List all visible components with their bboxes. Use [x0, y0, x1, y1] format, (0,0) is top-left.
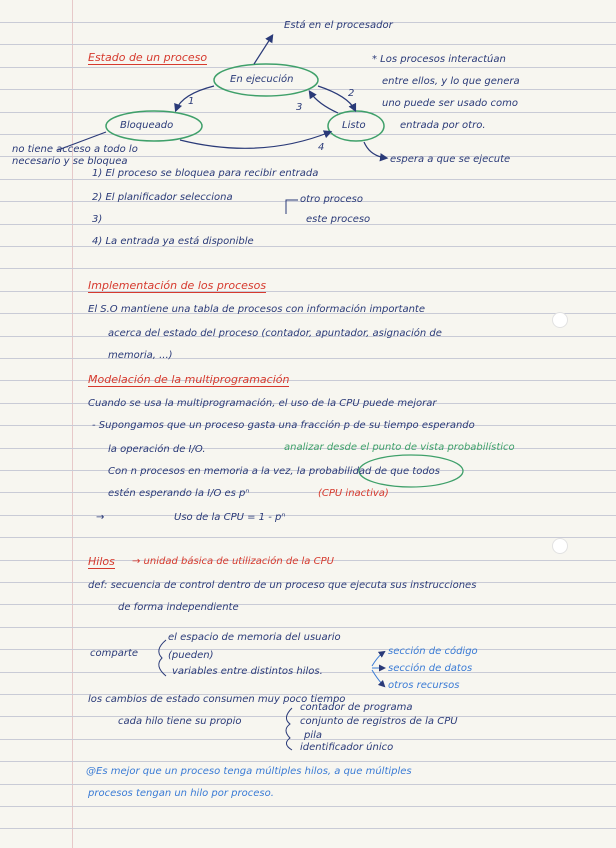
- impl-line1: El S.O mantiene una tabla de procesos con información importante: [88, 304, 426, 315]
- other-resources-label: otros recursos: [388, 680, 460, 691]
- arrow-4-label: 4: [318, 142, 325, 153]
- side-note-line3: uno puede ser usado como: [382, 98, 518, 109]
- multi-line5: estén esperando la I/O es pⁿ: [108, 488, 250, 499]
- own-item-3: pila: [304, 730, 323, 741]
- cpu-idle-note: (CPU inactiva): [318, 488, 389, 499]
- own-item-4: identificador único: [300, 742, 394, 753]
- multi-line1: Cuando se usa la multiprogramación, el uso de la CPU puede mejorar: [88, 398, 437, 409]
- transition-3-arrow: [310, 92, 338, 113]
- transition-3-text: 3): [92, 214, 103, 225]
- section-title-implementation: Implementación de los procesos: [88, 279, 267, 292]
- side-note-line1: * Los procesos interactúan: [372, 54, 506, 65]
- transition-1-arrow: [176, 86, 214, 110]
- section-title-threads: Hilos: [88, 555, 115, 568]
- shares-label: comparte: [90, 648, 139, 659]
- processor-note: Está en el procesador: [284, 20, 393, 31]
- shares-brace: [159, 640, 166, 676]
- shares-item-2: (pueden): [168, 650, 214, 661]
- cpu-usage-formula: Uso de la CPU = 1 - pⁿ: [174, 512, 286, 523]
- side-note-line4: entrada por otro.: [400, 120, 486, 131]
- state-blocked-label: Bloqueado: [120, 120, 174, 131]
- multi-line4: Con n procesos en memoria a la vez, la probabilidad de que todos: [108, 466, 440, 477]
- transition-4-text: 4) La entrada ya está disponible: [92, 236, 254, 247]
- own-item-1: contador de programa: [300, 702, 413, 713]
- own-brace: [286, 708, 292, 750]
- transition-2-option-a: otro proceso: [300, 194, 364, 205]
- data-section-label: sección de datos: [388, 663, 473, 674]
- other-resources-arrow: [372, 670, 384, 686]
- multi-line2: - Supongamos que un proceso gasta una fracción p de su tiempo esperando: [92, 420, 475, 431]
- ready-note: espera a que se ejecute: [390, 154, 511, 165]
- transition-2-text: 2) El planificador selecciona: [92, 192, 233, 203]
- conclusion-line2: procesos tengan un hilo por proceso.: [88, 788, 274, 799]
- own-item-2: conjunto de registros de la CPU: [300, 716, 458, 727]
- section-title-multiprogramming: Modelación de la multiprogramación: [88, 373, 290, 386]
- threads-def-line1: def: secuencia de control dentro de un proceso que ejecuta sus instrucciones: [88, 580, 477, 591]
- conclusion-line1: @Es mejor que un proceso tenga múltiples hilos, a que múltiples: [86, 766, 412, 777]
- state-change-line: los cambios de estado consumen muy poco tiempo: [88, 694, 346, 705]
- threads-def-line2: de forma independiente: [118, 602, 239, 613]
- formula-arrow: →: [96, 512, 105, 523]
- ready-note-arrow: [364, 142, 386, 158]
- multi-line3: la operación de I/O.: [108, 444, 206, 455]
- transition-1-text: 1) El proceso se bloquea para recibir entrada: [92, 168, 319, 179]
- transition-2-option-b: este proceso: [306, 214, 371, 225]
- impl-line3: memoria, ...): [108, 350, 173, 361]
- shares-item-3: variables entre distintos hilos.: [172, 666, 323, 677]
- side-note-line2: entre ellos, y lo que genera: [382, 76, 520, 87]
- code-section-label: sección de código: [388, 646, 478, 657]
- code-section-arrow: [372, 652, 384, 666]
- arrow-1-label: 1: [188, 96, 195, 107]
- multi-probability-note: analizar desde el punto de vista probabilístico: [284, 442, 515, 453]
- scheduler-bracket: [286, 200, 298, 214]
- threads-definition-title: → unidad básica de utilización de la CPU: [132, 556, 334, 567]
- state-running-label: En ejecución: [230, 74, 294, 85]
- arrow-3-label: 3: [296, 102, 303, 113]
- own-label: cada hilo tiene su propio: [118, 716, 242, 727]
- impl-line2: acerca del estado del proceso (contador, apuntador, asignación de: [108, 328, 442, 339]
- shares-item-1: el espacio de memoria del usuario: [168, 632, 341, 643]
- blocked-note-line1: no tiene acceso a todo lo: [12, 144, 138, 155]
- state-ready-label: Listo: [342, 120, 366, 131]
- processor-note-arrow: [254, 36, 272, 64]
- transition-4-arrow: [180, 132, 330, 148]
- blocked-note-line2: necesario y se bloquea: [12, 156, 128, 167]
- section-title-process-state: Estado de un proceso: [88, 51, 208, 64]
- arrow-2-label: 2: [348, 88, 355, 99]
